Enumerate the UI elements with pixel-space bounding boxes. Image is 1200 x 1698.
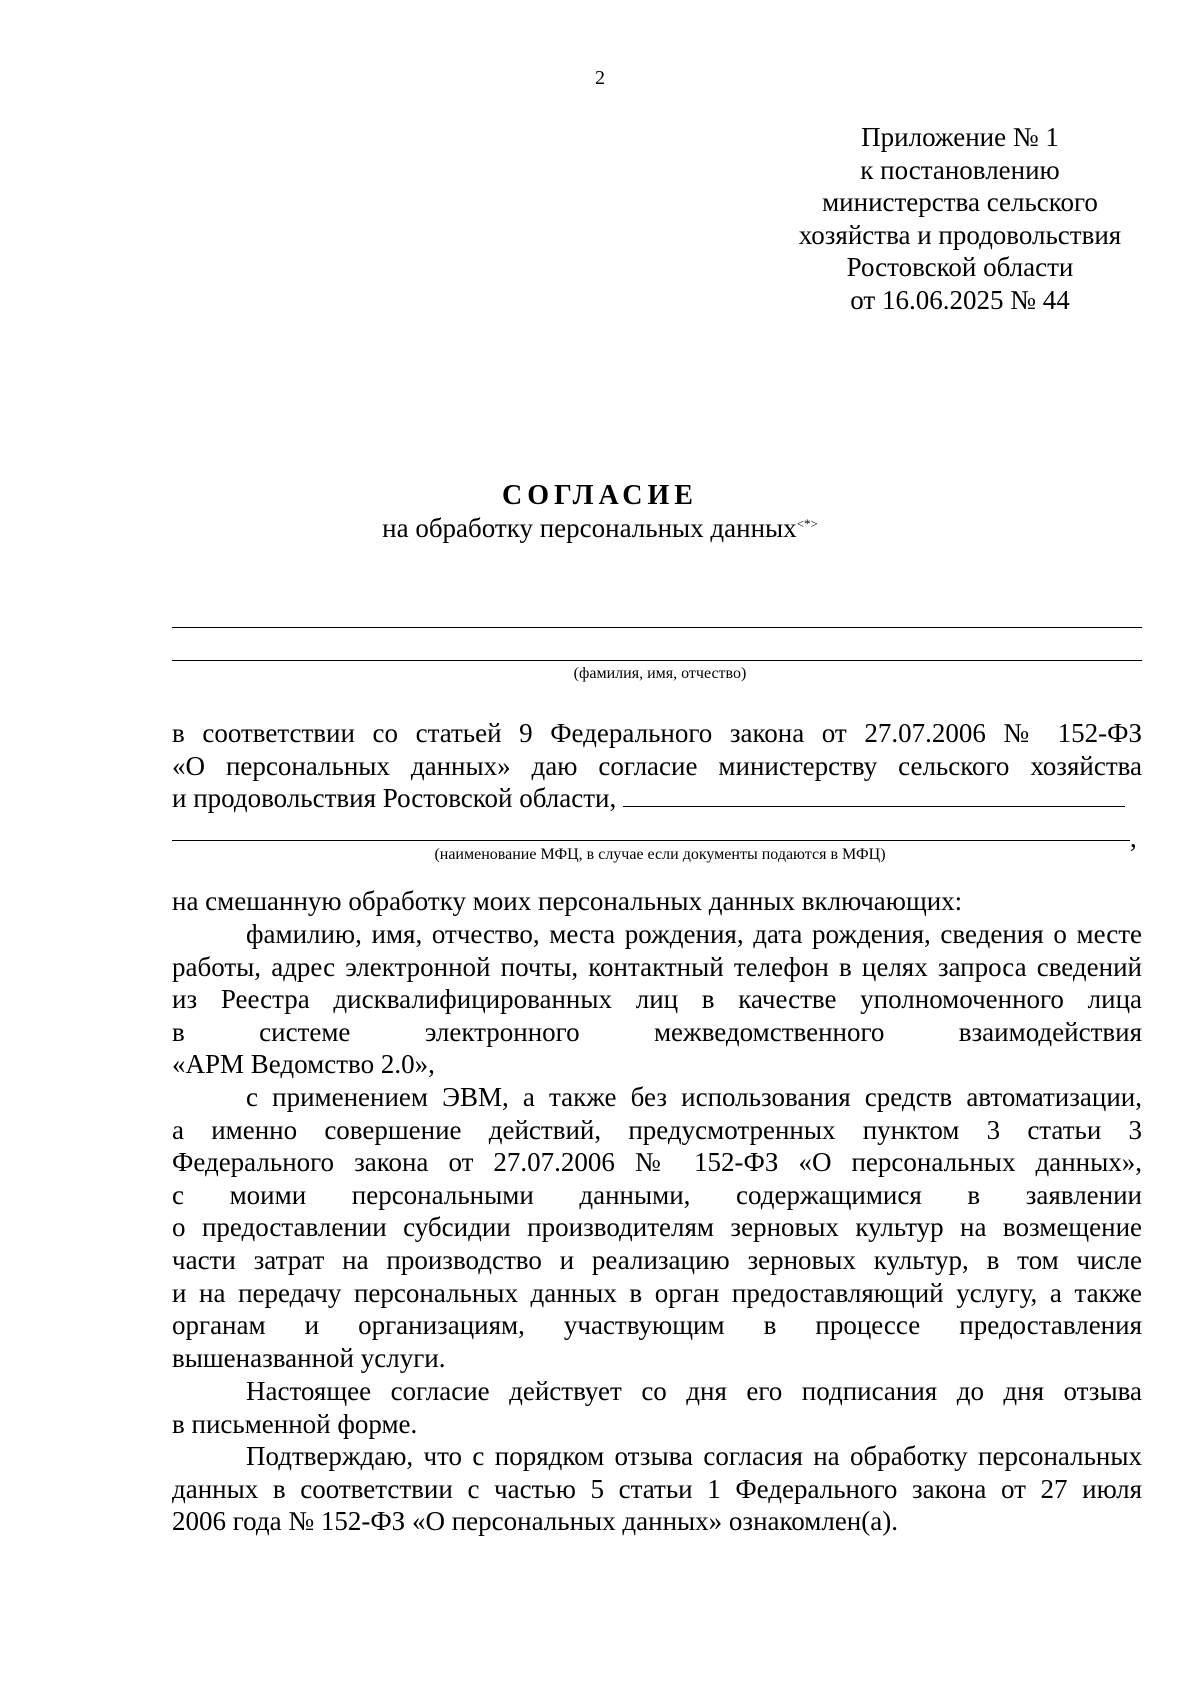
subtitle-text: на обработку персональных данных [382,513,797,543]
paragraph-line: а именно совершение действий, предусмотренных пунктом 3 статьи 3 [172,1114,1142,1145]
mfc-caption: (наименование МФЦ, в случае если документы подаются в МФЦ) [434,846,886,863]
paragraph-line: органам и организациям, участвующим в процессе предоставления [172,1310,1142,1341]
consent-paragraph-6 [172,1440,1142,1538]
consent-paragraph-3 [172,918,1142,1081]
paragraph-line: Федерального закона от 27.07.2006 № 152-ФЗ «О персональных данных», [172,1147,1142,1178]
mfc-fill-line-1[interactable] [623,782,1125,807]
paragraph-line: и на передачу персональных данных в орган предоставляющий услугу, а также [172,1277,1142,1308]
paragraph-line: данных в соответствии с частью 5 статьи 1 Федерального закона от 27 июля [172,1473,1142,1504]
fio-fill-line-2[interactable] [172,660,1142,661]
paragraph-line: «АРМ Ведомство 2.0», [172,1049,435,1080]
appendix-line: хозяйства и продовольствия [798,219,1122,250]
fio-caption: (фамилия, имя, отчество) [573,665,747,682]
mfc-comma: , [1130,823,1137,853]
paragraph-line-text: и продовольствия Ростовской области, [172,783,617,814]
consent-paragraph-4 [172,1081,1142,1374]
paragraph-line: Подтверждаю, что с порядком отзыва согласия на обработку персональных [246,1441,1142,1471]
paragraph-line: на смешанную обработку моих персональных данных включающих: [172,886,963,916]
footnote-mark: <*> [796,516,818,531]
appendix-line: Приложение № 1 [861,122,1059,152]
paragraph-line: «О персональных данных» даю согласие министерству сельского хозяйства [172,750,1142,781]
page-number: 2 [595,67,605,89]
consent-paragraph-2 [172,885,1142,918]
paragraph-line-with-fill [172,782,1142,815]
paragraph-line: о предоставлении субсидии производителям зерновых культур на возмещение [172,1212,1142,1243]
appendix-line: Ростовской области [846,252,1074,283]
fio-fill-line-1[interactable] [172,627,1142,628]
appendix-line: от 16.06.2025 № 44 [850,284,1070,315]
appendix-line: к постановлению [860,154,1060,185]
paragraph-line: с применением ЭВМ, а также без использования средств автоматизации, [246,1082,1142,1112]
paragraph-line: из Реестра дисквалифицированных лиц в качестве уполномоченного лица [172,984,1142,1015]
paragraph-line: с моими персональными данными, содержащимися в заявлении [172,1179,1142,1210]
appendix-line: министерства сельского [822,187,1098,218]
paragraph-line: в письменной форме. [172,1408,418,1439]
paragraph-line: в соответствии со статьей 9 Федерального закона от 27.07.2006 № 152-ФЗ [172,718,1142,748]
appendix-header [780,121,1140,317]
paragraph-line: в системе электронного межведомственного взаимодействия [172,1016,1142,1047]
mfc-fill-line-2[interactable] [172,840,1130,841]
paragraph-line: части затрат на производство и реализацию зерновых культур, в том числе [172,1244,1142,1275]
paragraph-line: Настоящее согласие действует со дня его подписания до дня отзыва [246,1376,1142,1406]
paragraph-line: 2006 года № 152-ФЗ «О персональных данных» ознакомлен(а). [172,1506,898,1537]
document-subtitle [0,511,1200,545]
consent-paragraph-5 [172,1375,1142,1440]
document-title: СОГЛАСИЕ [502,480,698,511]
paragraph-line: фамилию, имя, отчество, места рождения, дата рождения, сведения о месте [246,919,1142,949]
consent-paragraph-1 [172,717,1142,815]
paragraph-line: работы, адрес электронной почты, контактный телефон в целях запроса сведений [172,951,1142,982]
paragraph-line: вышеназванной услуги. [172,1342,446,1373]
